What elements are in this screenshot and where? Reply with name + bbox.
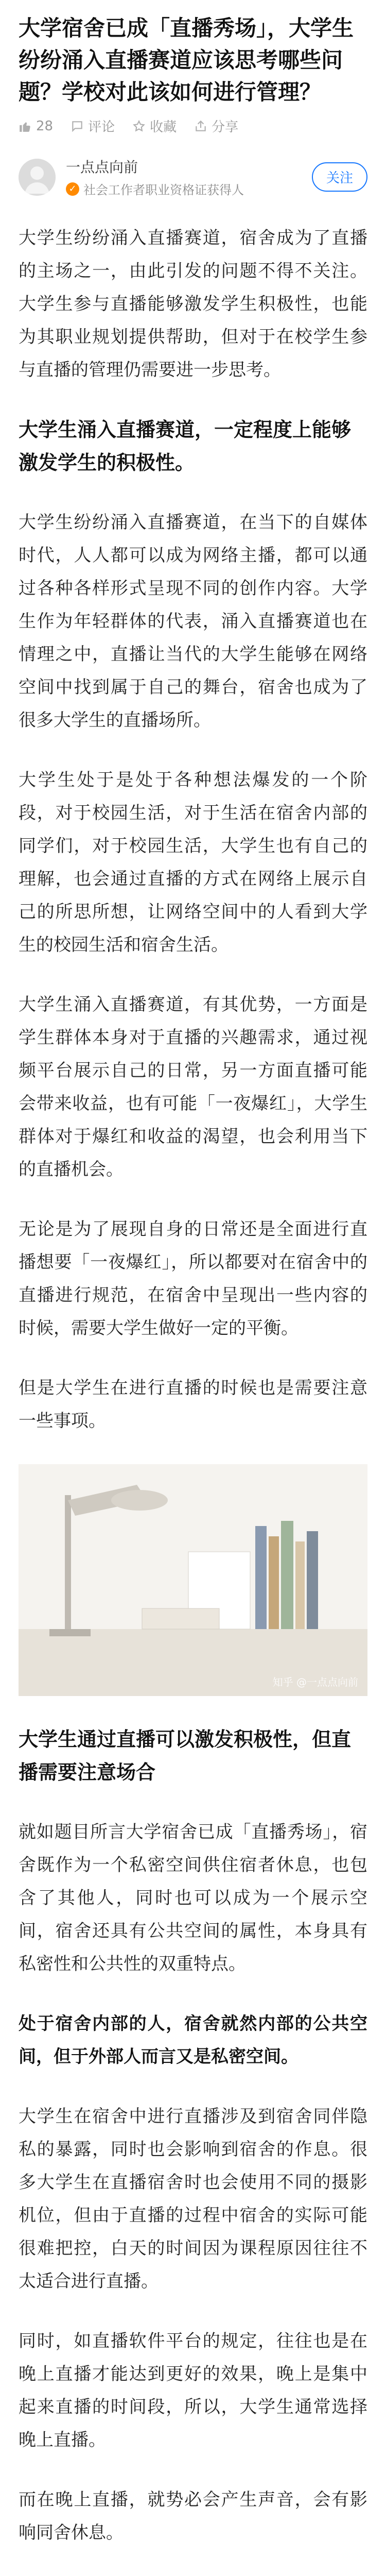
share-button[interactable]: [194, 116, 238, 135]
paragraph: 无论是为了展现自身的日常还是全面进行直播想要「一夜爆红」，所以都要对在宿舍中的直播进行规范，在宿舍中呈现出一些内容的时候，需要大学生做好一定的平衡。: [19, 1219, 367, 1338]
article-meta: [19, 116, 367, 135]
article-title: 大学宿舍已成「直播秀场」，大学生纷纷涌入直播赛道应该思考哪些问题？学校对此该如何进行管理？: [19, 15, 354, 105]
like-count[interactable]: [19, 116, 53, 135]
favorite-button[interactable]: [132, 116, 177, 135]
illustration-lamp-study: [19, 1464, 367, 1696]
section-heading-2: 大学生通过直播可以激发积极性，但直播需要注意场合: [19, 1728, 352, 1784]
like-count-label: 28: [36, 118, 54, 134]
star-icon: [132, 120, 146, 133]
follow-button[interactable]: [312, 162, 367, 192]
share-icon: [194, 120, 207, 133]
verified-badge-icon: ✓: [66, 182, 79, 196]
author-desc-text: 社会工作者职业资格证获得人: [83, 183, 244, 197]
paragraph: 大学生处于是处于各种想法爆发的一个阶段，对于校园生活，对于生活在宿舍内部的同学们，对于校园生活，大学生也有自己的理解，也会通过直播的方式在网络上展示自己的所思所想，让网络空间中的人看到大学生的校园生活和宿舍生活。: [19, 770, 367, 955]
paragraph: 但是大学生在进行直播的时候也是需要注意一些事项。: [19, 1378, 367, 1431]
paragraph: 大学生在宿舍中进行直播涉及到宿舍同伴隐私的暴露，同时也会影响到宿舍的作息。很多大学生在直播宿舍时也会使用不同的摄影机位，但由于直播的过程中宿舍的实际可能很难把控，白天的时间因为课程原因往往不太适合进行直播。: [19, 2106, 367, 2292]
paragraph: 就如题目所言大学宿舍已成「直播秀场」，宿舍既作为一个私密空间供住宿者休息，也包含了其他人，同时也可以成为一个展示空间，宿舍还具有公共空间的属性，本身具有私密性和公共性的双重特点。: [19, 1822, 367, 1974]
comment-button[interactable]: [71, 116, 115, 135]
paragraph: 而在晚上直播，就势必会产生声音，会有影响同舍休息。: [19, 2489, 367, 2543]
author-block: [19, 156, 367, 198]
favorite-label: 收藏: [150, 120, 177, 135]
section-heading-1: 大学生涌入直播赛道，一定程度上能够激发学生的积极性。: [19, 418, 352, 474]
paragraph: 大学生涌入直播赛道，有其优势，一方面是学生群体本身对于直播的兴趣需求，通过视频平台展示自己的日常，另一方面直播可能会带来收益，也有可能「一夜爆红」，大学生群体对于爆红和收益的渴望，也会利用当下的直播机会。: [19, 994, 367, 1180]
thumb-up-icon: [19, 120, 32, 133]
paragraph-emphasis: 处于宿舍内部的人，宿舍就然内部的公共空间，但于外部人而言又是私密空间。: [19, 2013, 367, 2067]
paragraph-intro: 大学生纷纷涌入直播赛道，宿舍成为了直播的主场之一，由此引发的问题不得不关注。大学生参与直播能够激发学生积极性，也能为其职业规划提供帮助，但对于在校学生参与直播的管理仍需要进一步思考。: [19, 228, 367, 380]
author-info: [66, 156, 302, 198]
study-desk-illustration: [19, 1464, 367, 1696]
author-name[interactable]: 一点点向前: [66, 159, 138, 176]
author-description: [66, 180, 302, 198]
avatar[interactable]: [19, 159, 56, 196]
comment-icon: [71, 120, 84, 133]
follow-label: 关注: [326, 170, 353, 185]
comment-label: 评论: [88, 120, 115, 135]
paragraph: 同时，如直播软件平台的规定，往往也是在晚上直播才能达到更好的效果，晚上是集中起来直播的时间段，所以，大学生通常选择晚上直播。: [19, 2331, 367, 2450]
share-label: 分享: [212, 120, 239, 135]
image-watermark: 知乎 @一点点向前: [272, 1676, 358, 1688]
paragraph: 大学生纷纷涌入直播赛道，在当下的自媒体时代，人人都可以成为网络主播，都可以通过各种各样形式呈现不同的创作内容。大学生作为年轻群体的代表，涌入直播赛道也在情理之中，直播让当代的大学生能够在网络空间中找到属于自己的舞台，宿舍也成为了很多大学生的直播场所。: [19, 512, 367, 731]
article-page: [0, 12, 386, 2576]
user-icon: [19, 159, 56, 196]
